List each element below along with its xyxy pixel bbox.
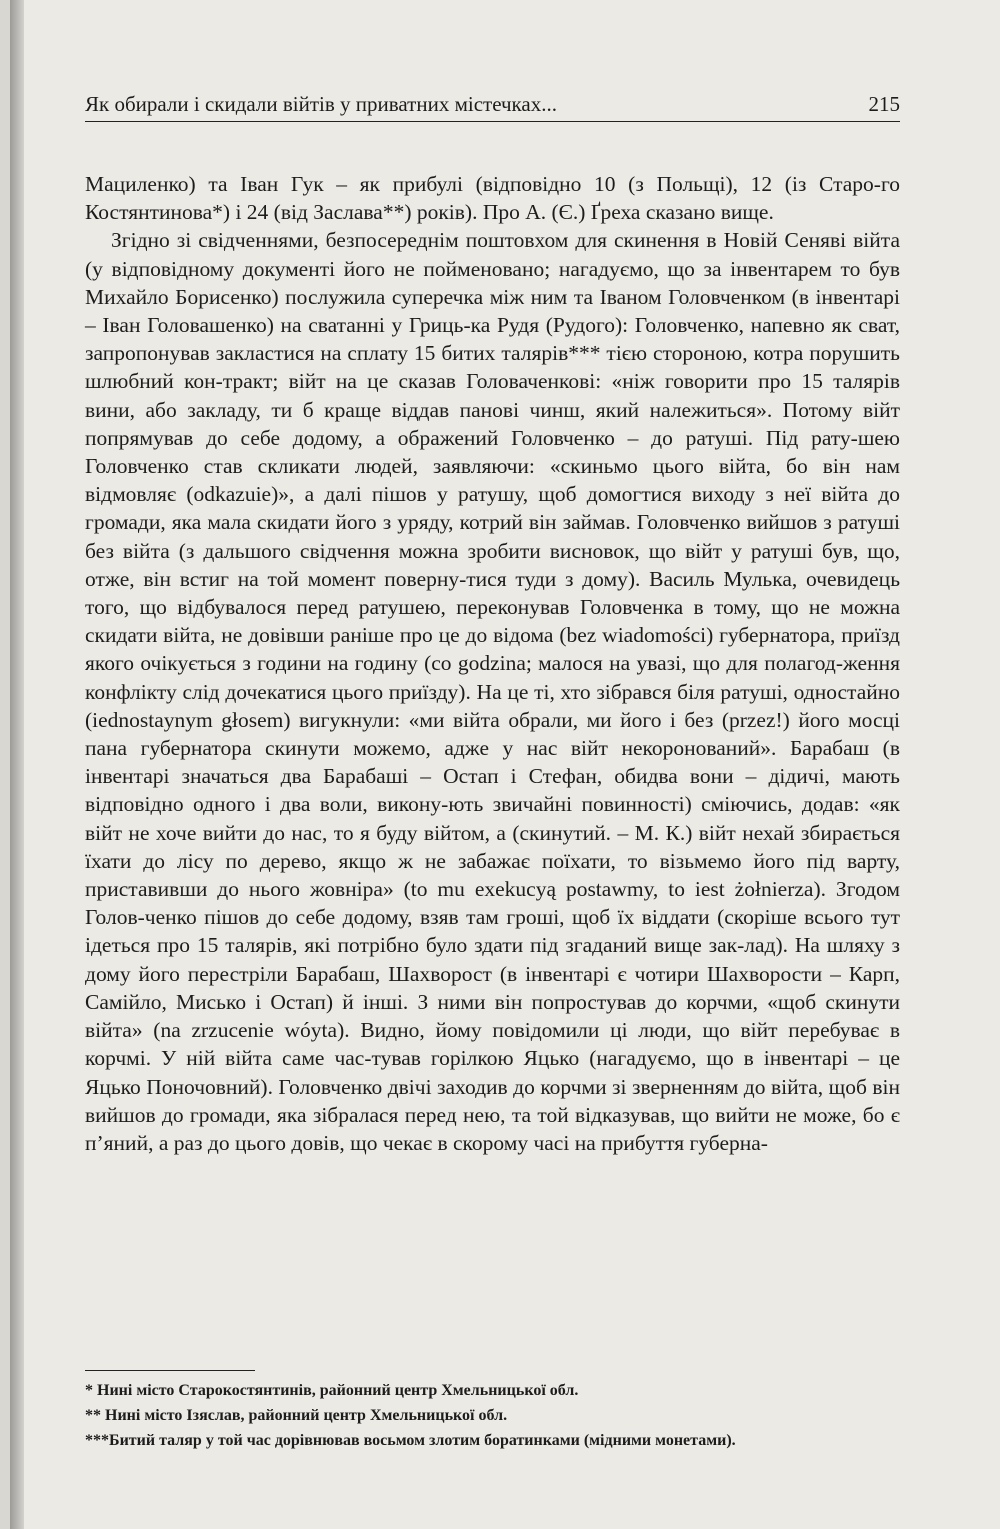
running-header: [85, 92, 900, 122]
footnote-2: ** Нині місто Ізяслав, районний центр Хмельницької обл.: [85, 1407, 508, 1424]
page-number: 215: [868, 92, 900, 116]
running-title: Як обирали і скидали війтів у приватних містечках...: [85, 92, 558, 116]
footnotes: [85, 1378, 900, 1453]
paragraph-1: Мациленко) та Іван Гук – як прибулі (відповідно 10 (з Польщі), 12 (із Старо-го Костянтинова*) і 24 (від Заслава**) років). Про А. (Є.) Ґреха сказано вище.: [85, 172, 900, 225]
footnote-separator: [85, 1370, 255, 1371]
main-text: [85, 170, 900, 1157]
paragraph-2: Згідно зі свідченнями, безпосереднім поштовхом для скинення в Новій Сеняві війта (у відповідному документі його не пойменовано; нагадуємо, що за інвентарем то був Михайло Борисенко) послужила суперечка між ним та Іваном Головченком (в інвентарі – Іван Головашенко) на сватанні у Гриць-ка Рудя (Рудого): Головченко, напевно як сват, запропонував закластися на сплату 15 битих талярів*** тією стороною, котра порушить шлюбний кон-тракт; війт на це сказав Головаченкові: «ніж говорити про 15 талярів вини, або закладу, ти б краще віддав панові чинш, який належиться». Потому війт попрямував до себе додому, а ображений Головченко – до ратуші. Під рату-шею Головченко став скликати людей, заявляючи: «скиньмо цього війта, бо він нам відмовляє (odkazuie)», а далі пішов у ратушу, щоб домогтися виходу з неї війта до громади, яка мала скидати його з уряду, котрий він займав. Головченко вийшов з ратуші без війта (з дальшого свідчення можна зробити висновок, що війт у ратуші був, що, отже, він встиг на той момент поверну-тися туди з дому). Василь Мулька, очевидець того, що відбувалося перед ратушею, переконував Головченка в тому, що не можна скидати війта, не довівши раніше про це до відома (bez wiadomości) губернатора, приїзд якого очікується з години на годину (co godzina; малося на увазі, що для полагод-ження конфлікту слід дочекатися цього приїзду). На це ті, хто зібрався біля ратуші, одностайно (iednostaynym głosem) вигукнули: «ми війта обрали, ми його і без (przez!) його мосці пана губернатора скинути можемо, адже у нас війт некоронований». Барабаш (в інвентарі значаться два Барабаші – Остап і Стефан, обидва вони – дідичі, мають відповідно одного і два воли, викону-ють звичайні повинності) сміючись, додав: «як війт не хоче вийти до нас, то я буду війтом, а (скинутий. – М. К.) війт нехай збирається їхати до лісу по дерево, якщо ж не забажає поїхати, то візьмемо його під варту, приставивши до нього жовніра» (to mu exekucyą postawmy, to iest żołnierza). Згодом Голов-ченко пішов до себе додому, взяв там гроші, щоб їх віддати (скоріше всього тут ідеться про 15 талярів, які потрібно було здати під згаданий вище зак-лад). На шляху з дому його перестріли Барабаш, Шахворост (в інвентарі є чотири Шахворости – Карп, Самійло, Мисько і Остап) й інші. З ними він попростував до корчми, «щоб скинути війта» (na zrzucenie wóyta). Видно, йому повідомили ці люди, що війт перебуває в корчмі. У ній війта саме час-тував горілкою Яцько (нагадуємо, що в інвентарі – це Яцько Поночовний). Головченко двічі заходив до корчми зі зверненням до війта, щоб він вийшов до громади, яка зібралася перед нею, та той відказував, що вийти не може, бо є п’яний, а раз до цього довів, що чекає в скорому часі на прибуття губерна-: [85, 228, 900, 1155]
footnote-1: * Нині місто Старокостянтинів, районний центр Хмельницької обл.: [85, 1382, 579, 1399]
footnote-3: ***Битий таляр у той час дорівнював восьмом злотим боратинками (мідними монетами).: [85, 1432, 736, 1449]
book-spine-shadow: [10, 0, 24, 1529]
book-page: [10, 0, 1000, 1529]
